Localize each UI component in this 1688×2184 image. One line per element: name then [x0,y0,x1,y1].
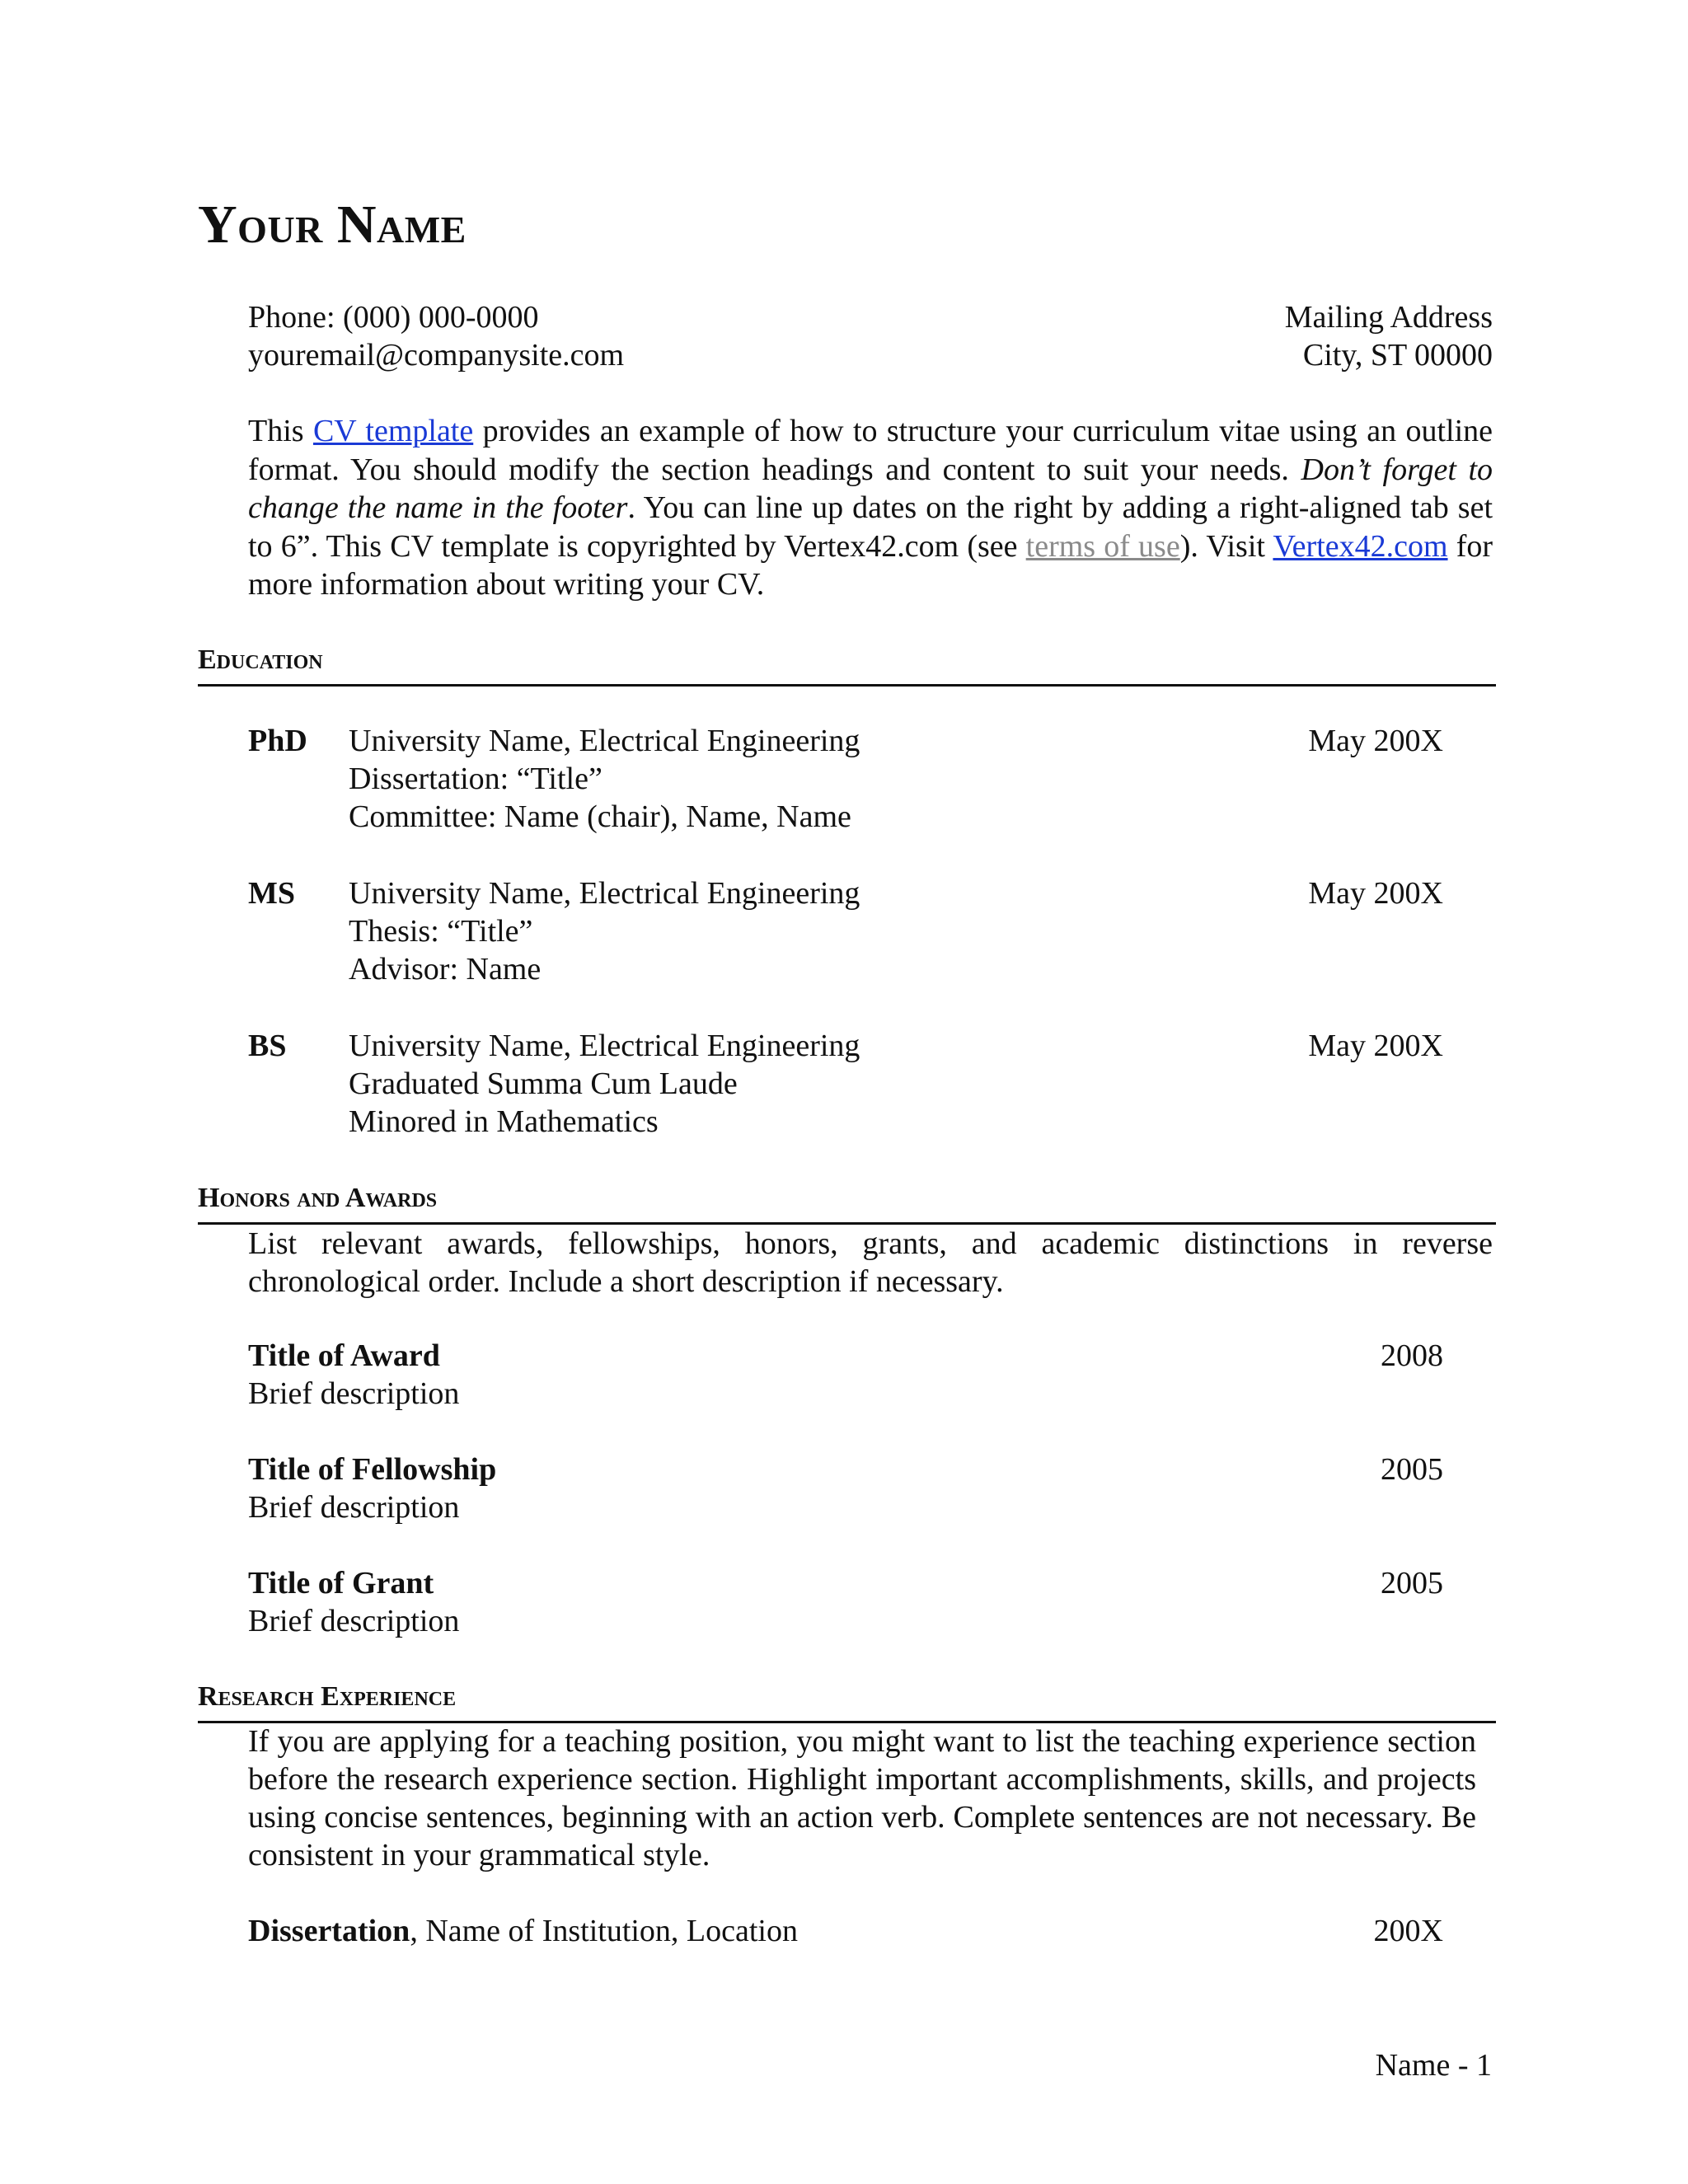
degree-date: May 200X [1308,724,1443,758]
award-description: Brief description [248,1604,460,1638]
contact-right [1285,298,1493,374]
degree-school: University Name, Electrical Engineering [349,1029,860,1063]
address-line1: Mailing Address [1284,300,1493,335]
degree-date: May 200X [1308,1029,1443,1063]
degree-school: University Name, Electrical Engineering [349,724,860,758]
degree-detail-2: Committee: Name (chair), Name, Name [349,799,851,834]
intro-text-3: . You can line up dates on the right by adding a right-aligned tab set to 6”. This CV template is copyrighted by Vertex42.com (see [248,490,1493,564]
degree-label: BS [248,1029,287,1063]
award-title: Title of Fellowship [248,1452,497,1487]
degree-detail-2: Minored in Mathematics [349,1104,659,1139]
cv-name-heading: Your Name [198,194,467,255]
degree-detail-1: Graduated Summa Cum Laude [349,1066,738,1101]
education-heading: Education [198,644,1496,687]
cv-template-link[interactable]: CV template [312,414,474,448]
page-footer: Name - 1 [1375,2048,1492,2083]
honors-intro: List relevant awards, fellowships, honors, grants, and academic distinctions in reverse chronological order. Include a short description if necessary. [248,1226,1493,1299]
degree-school: University Name, Electrical Engineering [349,876,860,911]
degree-detail-1: Dissertation: “Title” [349,762,603,796]
address-line2: City, ST 00000 [1302,338,1493,373]
degree-label: MS [248,876,295,911]
research-item [248,1912,1443,1950]
award-year: 2005 [1381,1452,1443,1487]
award-description: Brief description [248,1376,460,1411]
degree-detail-1: Thesis: “Title” [349,914,533,949]
award-title: Title of Grant [248,1566,434,1601]
vertex42-link[interactable]: Vertex42.com [1273,528,1448,564]
email-text: youremail@companysite.com [248,338,625,373]
award-item [248,1564,1443,1640]
contact-left [248,298,624,374]
degree-details [349,874,860,988]
honors-heading: Honors and Awards [198,1183,1496,1225]
phone-text: Phone: (000) 000-0000 [248,300,539,335]
intro-italic-text: Don’t forget to change the name in the footer [248,452,1493,525]
research-intro: If you are applying for a teaching position, you might want to list the teaching experience section before the research experience section. Highlight important accomplishments, skills, and projects using concise sentences, beginning with an action verb. Complete sentences are not necessary. Be consistent in your grammatical style. [248,1724,1476,1872]
terms-of-use-link[interactable]: terms of use [1025,528,1180,564]
intro-text-4: ). Visit [1179,528,1273,564]
degree-detail-2: Advisor: Name [349,952,542,987]
research-heading: Research Experience [198,1681,1496,1723]
award-description: Brief description [248,1490,460,1525]
intro-paragraph [248,412,1493,604]
research-item-year: 200X [1373,1914,1443,1948]
intro-text-5: for more information about writing your CV. [248,528,1493,602]
degree-details [349,1027,860,1141]
degree-details [349,722,860,836]
degree-label: PhD [248,724,307,758]
intro-text-2: provides an example of how to structure your curriculum vitae using an outline format. You should modify the section headings and content to suit your needs. [248,414,1493,487]
award-year: 2008 [1381,1338,1443,1373]
research-item-title: Dissertation [248,1914,410,1948]
award-item [248,1451,1443,1526]
award-year: 2005 [1381,1566,1443,1601]
award-title: Title of Award [248,1338,440,1373]
award-item [248,1337,1443,1413]
intro-text-1: This [248,414,313,448]
degree-date: May 200X [1308,876,1443,911]
research-item-details: , Name of Institution, Location [410,1914,798,1948]
